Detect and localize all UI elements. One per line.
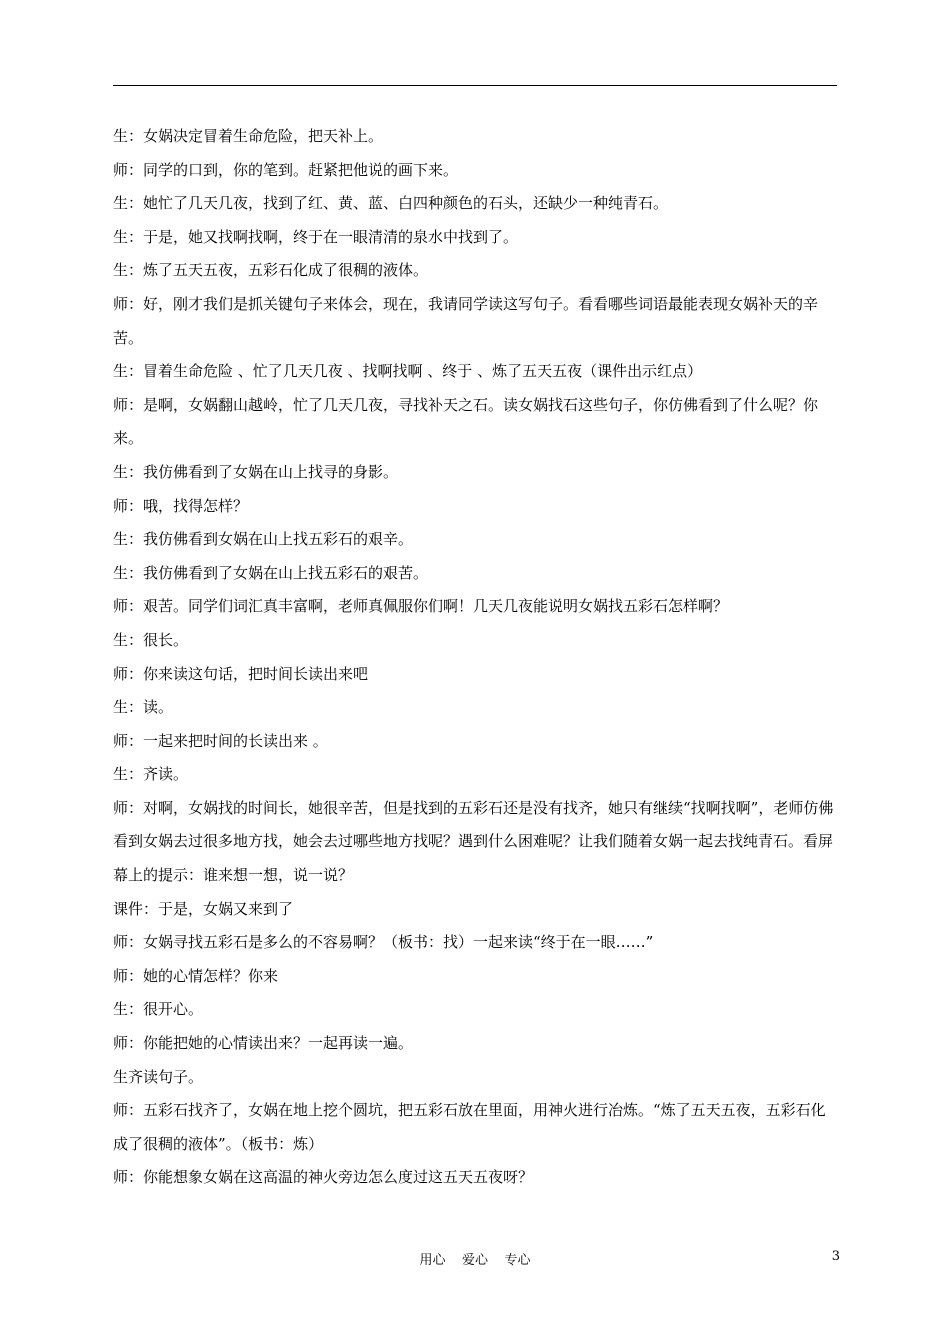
paragraph-2: 师：同学的口到，你的笔到。赶紧把他说的画下来。 (113, 160, 459, 179)
paragraph-12: 生：我仿佛看到了女娲在山上找五彩石的艰苦。 (113, 563, 429, 582)
paragraph-19: 师：对啊，女娲找的时间长，她很辛苦，但是找到的五彩石还是没有找齐，她只有继续“找啊找啊”，老师仿佛看到女娲去过很多地方找，她会去过哪些地方找呢？遇到什么困难呢？让我们随着女娲一起去找纯青石。看屏幕上的提示：谁来想一想，说一说？ (113, 798, 834, 885)
paragraph-20: 课件：于是，女娲又来到了 (113, 899, 294, 918)
paragraph-8: 师：是啊，女娲翻山越岭，忙了几天几夜，寻找补天之石。读女娲找石这些句子，你仿佛看到了什么呢？你来。 (113, 395, 819, 448)
paragraph-18: 生：齐读。 (113, 765, 189, 784)
paragraph-15: 师：你来读这句话，把时间长读出来吧 (113, 664, 369, 683)
page-number: 3 (831, 1249, 840, 1264)
paragraph-16: 生：读。 (113, 698, 174, 717)
paragraph-14: 生：很长。 (113, 630, 189, 649)
paragraph-22: 师：她的心情怎样？你来 (113, 966, 279, 985)
paragraph-4: 生：于是，她又找啊找啊，终于在一眼清清的泉水中找到了。 (113, 227, 519, 246)
paragraph-1: 生：女娲决定冒着生命危险，把天补上。 (113, 127, 384, 145)
paragraph-26: 师：五彩石找齐了，女娲在地上挖个圆坑，把五彩石放在里面，用神火进行冶炼。“炼了五天五夜，五彩石化成了很稠的液体”。（板书：炼） (113, 1101, 826, 1153)
document-body (113, 120, 839, 1195)
paragraph-21: 师：女娲寻找五彩石是多么的不容易啊？（板书：找）一起来读“终于在一眼……” (113, 933, 654, 952)
paragraph-10: 师：哦，找得怎样？ (113, 496, 249, 515)
paragraph-27: 师：你能想象女娲在这高温的神火旁边怎么度过这五天五夜呀？ (113, 1168, 534, 1187)
paragraph-7: 生：冒着生命危险 、忙了几天几夜 、找啊找啊 、终于 、炼了五天五夜（课件出示红点） (113, 362, 703, 381)
paragraph-9: 生：我仿佛看到了女娲在山上找寻的身影。 (113, 462, 399, 481)
paragraph-24: 师：你能把她的心情读出来？一起再读一遍。 (113, 1034, 414, 1053)
paragraph-23: 生：很开心。 (113, 1000, 204, 1019)
paragraph-6: 师：好，刚才我们是抓关键句子来体会，现在，我请同学读这写句子。看看哪些词语最能表现女娲补天的辛苦。 (113, 294, 819, 347)
paragraph-13: 师：艰苦。同学们词汇真丰富啊，老师真佩服你们啊！几天几夜能说明女娲找五彩石怎样啊？ (113, 597, 729, 616)
paragraph-3: 生：她忙了几天几夜，找到了红、黄、蓝、白四种颜色的石头，还缺少一种纯青石。 (113, 194, 669, 213)
paragraph-25: 生齐读句子。 (113, 1067, 204, 1086)
footer-motto: 用心 爱心 专心 (419, 1253, 531, 1268)
paragraph-11: 生：我仿佛看到女娲在山上找五彩石的艰辛。 (113, 530, 414, 549)
paragraph-17: 师：一起来把时间的长读出来 。 (113, 731, 328, 750)
paragraph-5: 生：炼了五天五夜，五彩石化成了很稠的液体。 (113, 261, 429, 280)
header-rule (113, 85, 837, 86)
